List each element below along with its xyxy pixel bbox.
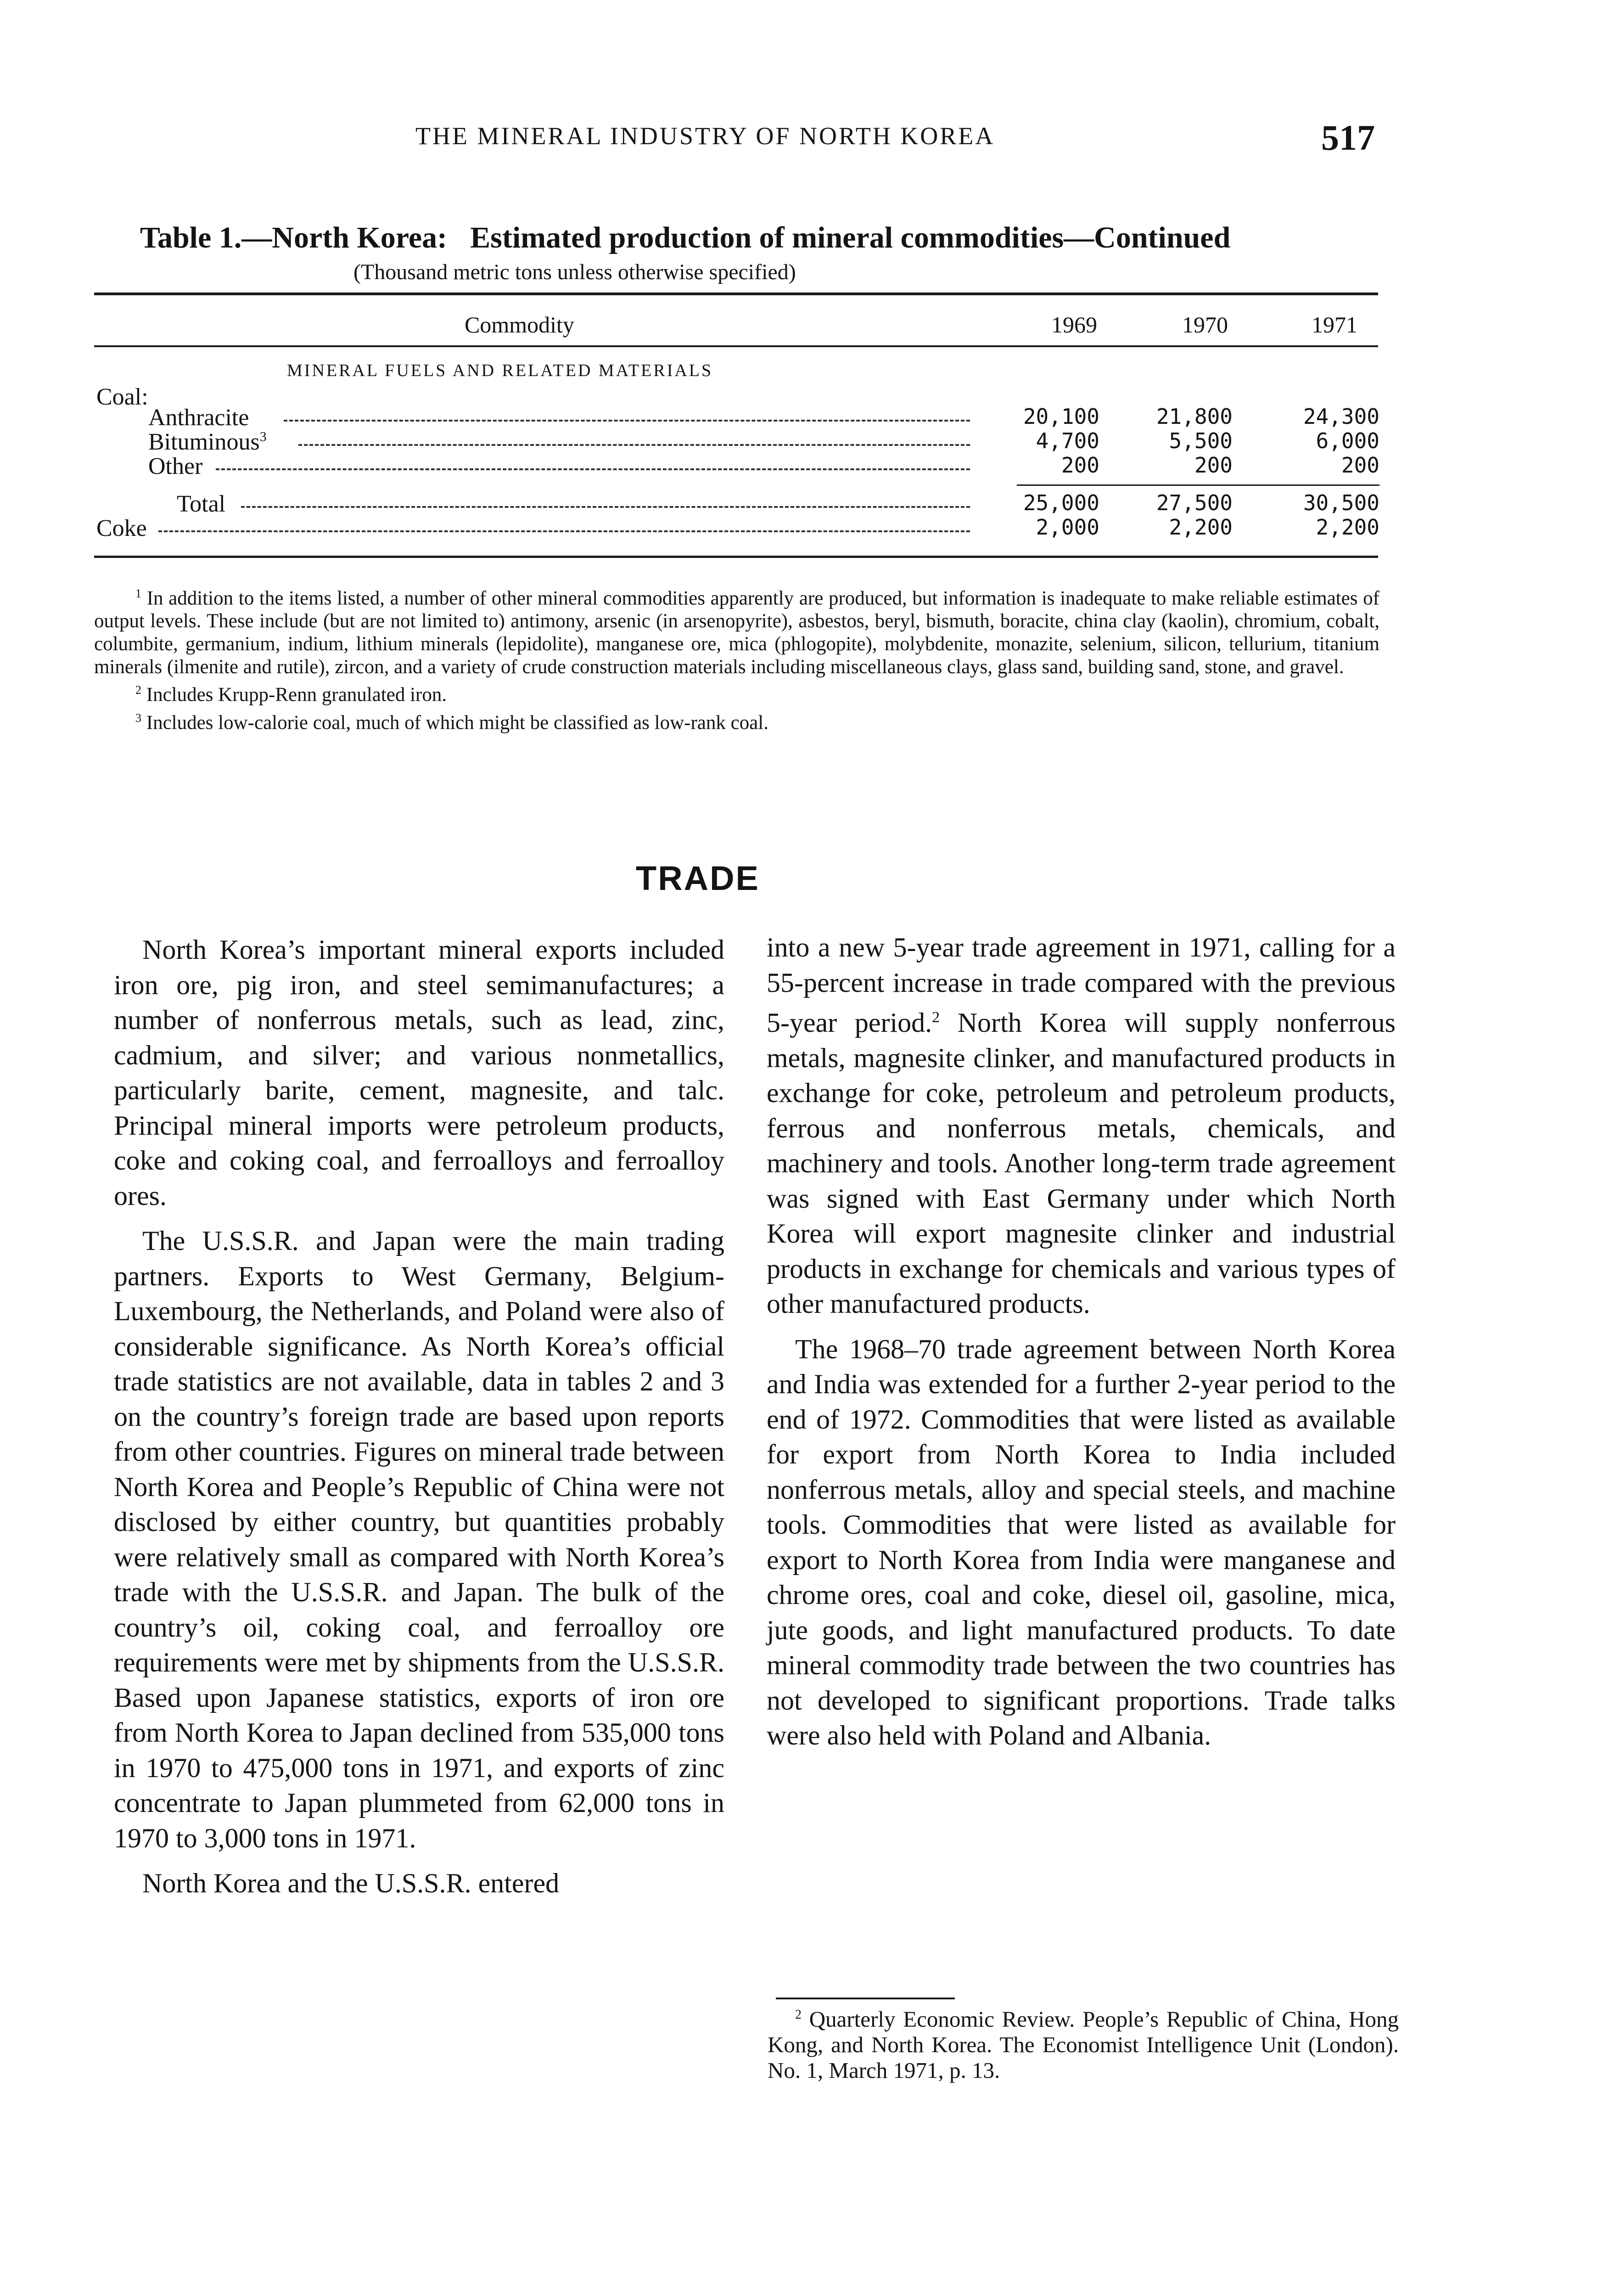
table-title: [140, 220, 1230, 255]
table-subtitle: (Thousand metric tons unless otherwise specified): [353, 260, 796, 284]
table-row-total: [0, 490, 1598, 516]
value-1970: 200: [1194, 453, 1233, 478]
running-title: THE MINERAL INDUSTRY OF NORTH KOREA: [415, 122, 995, 150]
value-1970: 5,500: [1169, 428, 1233, 453]
column-header-1969: 1969: [1051, 312, 1097, 338]
paragraph: The U.S.S.R. and Japan were the main trading partners. Exports to West Germany, Belgium-Luxembourg, the Netherlands, and Poland were also of considerable significance. As North Korea’s official trade statistics are not available, data in tables 2 and 3 on the country’s foreign trade are based upon reports from other countries. Figures on mineral trade between North Korea and People’s Republic of China were not disclosed by either country, but quantities probably were relatively small as compared with North Korea’s trade with the U.S.S.R. and Japan. The bulk of the country’s oil, coking coal, and ferroalloy ore requirements were met by shipments from the U.S.S.R. Based upon Japanese statistics, exports of iron ore from North Korea to Japan declined from 535,000 tons in 1970 to 475,000 tons in 1971, and exports of zinc concentrate to Japan plummeted from 62,000 tons in 1970 to 3,000 tons in 1971.: [114, 1226, 724, 1853]
footnote-rule: [776, 1998, 955, 1999]
table-title-prefix: Table 1.—North Korea:: [140, 221, 448, 254]
table-section-heading: MINERAL FUELS AND RELATED MATERIALS: [287, 361, 713, 380]
row-label: Total: [177, 491, 226, 517]
left-text-column: [114, 932, 724, 1911]
section-heading-trade: TRADE: [636, 859, 760, 897]
right-text-column: [767, 930, 1396, 1763]
column-header-1970: 1970: [1182, 312, 1228, 338]
dot-leader: [298, 444, 970, 446]
coal-group-label: Coal:: [96, 384, 148, 410]
value-1970: 27,500: [1156, 490, 1233, 515]
table-bottom-rule: [94, 556, 1378, 558]
value-1970: 2,200: [1169, 515, 1233, 540]
value-1971: 200: [1341, 453, 1379, 478]
dot-leader: [158, 530, 970, 532]
table-row: [0, 515, 1598, 540]
table-footnote: $^2$ Includes Krupp-Renn granulated iron.: [135, 683, 447, 706]
table-row: [0, 428, 1598, 454]
row-label: Coke: [96, 515, 147, 541]
value-1969: 4,700: [1036, 428, 1099, 453]
table-title-main: Estimated production of mineral commodities—Continued: [470, 221, 1231, 254]
paragraph: North Korea’s important mineral exports included iron ore, pig iron, and steel semimanufactures; a number of nonferrous metals, such as lead, zinc, cadmium, and silver; and various nonmetallics, particularly barite, cement, magnesite, and talc. Principal mineral imports were petroleum products, coke and coking coal, and ferroalloys and ferroalloy ores.: [114, 934, 724, 1211]
value-1970: 21,800: [1156, 404, 1233, 429]
row-label: Anthracite: [148, 405, 249, 431]
row-label: Other: [148, 453, 203, 479]
value-1969: 20,100: [1023, 404, 1099, 429]
paragraph: North Korea and the U.S.S.R. entered: [142, 1868, 560, 1898]
footnote-ref: 3: [259, 429, 267, 445]
dot-leader: [216, 468, 970, 470]
table-row: [0, 453, 1598, 478]
dot-leader: [284, 420, 970, 422]
page-number: 517: [1321, 118, 1375, 158]
footnote-ref: 2: [932, 1009, 940, 1026]
total-rule: [1017, 484, 1379, 486]
table-header-rule: [94, 345, 1378, 347]
page-footnote: $^2$ Quarterly Economic Review. People’s Republic of China, Hong Kong, and North Korea. The Economist Intelligence Unit (London). No. 1, March 1971, p. 13.: [768, 2006, 1399, 2083]
dot-leader: [241, 506, 970, 508]
column-header-1971: 1971: [1312, 312, 1357, 338]
value-1971: 2,200: [1316, 515, 1379, 540]
table-footnote: $^3$ Includes low-calorie coal, much of which might be classified as low-rank coal.: [135, 711, 768, 733]
column-header-commodity: Commodity: [465, 312, 574, 338]
value-1969: 2,000: [1036, 515, 1099, 540]
value-1971: 24,300: [1303, 404, 1379, 429]
table-footnote: $^1$ In addition to the items listed, a number of other mineral commodities apparently are produced, but information is inadequate to make reliable estimates of output levels. These include (but are not limited to) antimony, arsenic (in arsenopyrite), asbestos, beryl, bismuth, boracite, china clay (kaolin), chromium, cobalt, columbite, germanium, indium, lithium minerals (lepidolite), manganese ore, mica (phlogopite), molybdenite, monazite, selenium, silicon, tellurium, titanium minerals (ilmenite and rutile), zircon, and a variety of crude construction materials including miscellaneous clays, glass sand, building sand, stone, and gravel.: [94, 587, 1380, 678]
paragraph: into a new 5-year trade agreement in 1971, calling for a 55-percent increase in trade compared with the previous 5-year period.$^2$ North Korea will supply nonferrous metals, magnesite clinker, and manufactured products in exchange for coke, petroleum and petroleum products, ferrous and nonferrous metals, chemicals, and machinery and tools. Another long-term trade agreement was signed with East Germany under which North Korea will export magnesite clinker and industrial products in exchange for chemicals and various types of other manufactured products.: [767, 932, 1396, 1319]
value-1971: 6,000: [1316, 428, 1379, 453]
value-1969: 25,000: [1023, 490, 1099, 515]
table-footnotes: [94, 582, 1379, 734]
value-1969: 200: [1061, 453, 1099, 478]
table-top-rule: [94, 293, 1378, 295]
value-1971: 30,500: [1303, 490, 1379, 515]
row-label: Bituminous$^3$: [148, 429, 267, 455]
table-row: [0, 404, 1598, 430]
paragraph: The 1968–70 trade agreement between North Korea and India was extended for a further 2-year period to the end of 1972. Commodities that were listed as available for export from North Korea to India included nonferrous metals, alloy and special steels, and machine tools. Commodities that were listed as available for export to North Korea from India were manganese and chrome ores, coal and coke, diesel oil, gasoline, mica, jute goods, and light manufactured products. To date mineral commodity trade between the two countries has not developed to significant proportions. Trade talks were also held with Poland and Albania.: [767, 1334, 1396, 1750]
